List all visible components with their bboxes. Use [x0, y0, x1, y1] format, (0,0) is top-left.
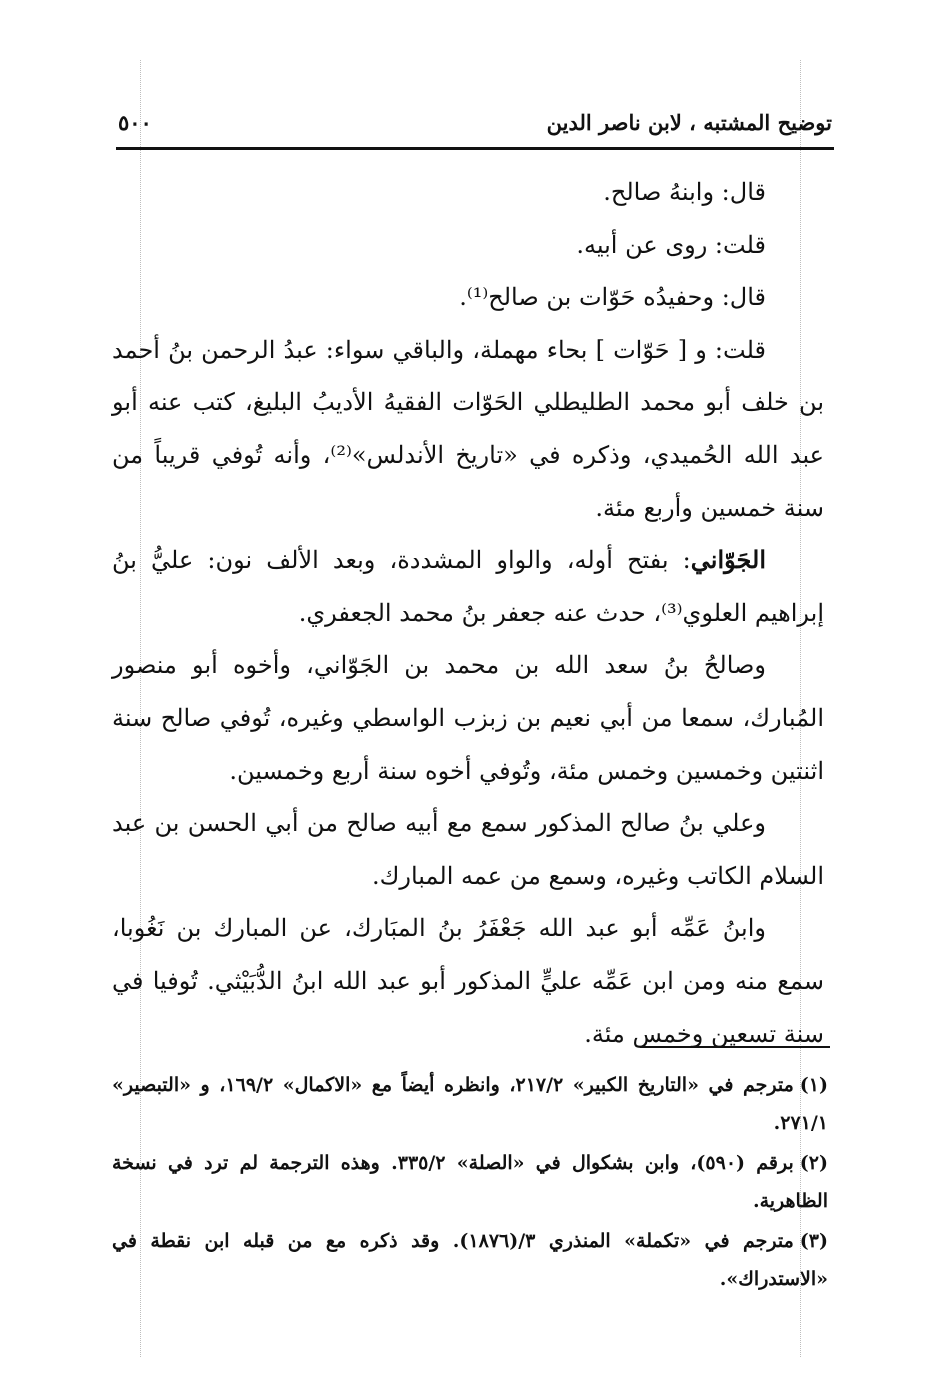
footnote-text: برقم (٥٩٠)، وابن بشكوال في «الصلة» ٣٣٥/٢. وهذه الترجمة لم ترد في نسخة الظاهرية.: [112, 1152, 828, 1212]
text-paragraph: وعلي بنُ صالح المذكور سمع مع أبيه صالح من أبي الحسن بن عبد السلام الكاتب وغيره، وسمع من عمه المبارك.: [112, 809, 824, 890]
footnote-number: (٣): [799, 1230, 828, 1252]
text-line: قال: وحفيدُه حَوّات بن صالح⁽¹⁾.: [459, 283, 766, 312]
text-paragraph: وابنُ عَمِّه أبو عبد الله جَعْفَرُ بنُ المبَارك، عن المبارك بن نَغُوبا، سمع منه ومن ابن عَمِّه عليٍّ المذكور أبو عبد الله ابنُ الدُّبَيْثي. تُوفيا في سنة تسعين وخمس مئة.: [112, 914, 824, 1048]
footnote: [112, 1222, 828, 1298]
entry-text: : بفتح أوله، والواو المشددة، وبعد الألف نون: عليُّ بنُ إبراهيم العلوي⁽³⁾، حدث عنه جعفر بنُ محمد الجعفري.: [112, 546, 824, 627]
text-line: قال: وابنهُ صالح.: [603, 178, 766, 206]
text-paragraph: قلت: و [ حَوّات ] بحاء مهملة، والباقي سواء: عبدُ الرحمن بنُ أحمد بن خلف أبو محمد الطليطلي الحَوّات الفقيهُ الأديبُ البليغ، كتب عنه أبو عبد الله الحُميدي، وذكره في «تاريخ الأندلس»⁽²⁾، وأنه تُوفي قريباً من سنة خمسين وأربع مئة.: [112, 335, 825, 522]
header-rule: [116, 147, 834, 150]
footnote-text: مترجم في «التاريخ الكبير» ٢١٧/٢، وانظره أيضاً مع «الاكمال» ١٦٩/٢، و «التبصير» ٢٧١/١.: [112, 1074, 828, 1134]
main-text: [112, 166, 824, 1060]
footnote-separator: [640, 1046, 830, 1048]
entry-paragraph: [112, 534, 824, 639]
text-line: قلت: روى عن أبيه.: [576, 230, 766, 259]
footnote-text: مترجم في «تكملة» المنذري ٣/(١٨٧٦). وقد ذكره مع من قبله ابن نقطة في «الاستدراك».: [112, 1230, 828, 1290]
footnote: [112, 1144, 828, 1220]
running-title: توضيح المشتبه ، لابن ناصر الدين: [546, 109, 832, 135]
footnote: [112, 1066, 828, 1142]
footnote-number: (١): [799, 1074, 828, 1096]
page-number: ٥٠٠: [118, 109, 152, 135]
footnote-number: (٢): [799, 1152, 828, 1174]
footnotes: [112, 1066, 828, 1300]
text-paragraph: وصالحُ بنُ سعد الله بن محمد بن الجَوّاني، وأخوه أبو منصور المُبارك، سمعا من أبي نعيم بن زبزب الواسطي وغيره، تُوفي صالح سنة اثنتين وخمسين وخمس مئة، وتُوفي أخوه سنة أربع وخمسين.: [112, 651, 824, 785]
page-header: [118, 100, 832, 144]
entry-headword: الجَوّاني: [690, 545, 766, 575]
